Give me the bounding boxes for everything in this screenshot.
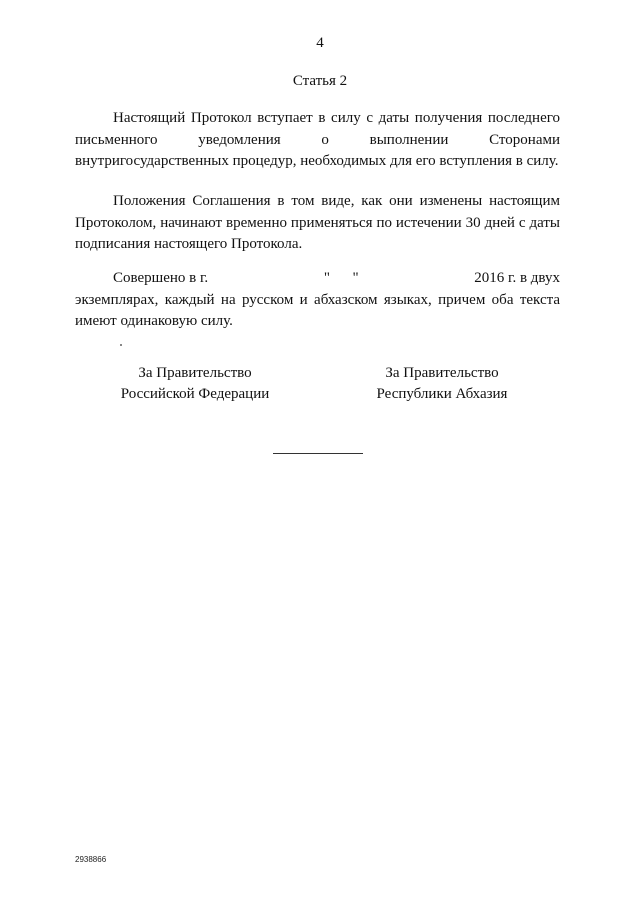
done-in-text: Совершено в г. [113, 270, 209, 286]
date-quotes: " " [323, 270, 359, 286]
document-code: 2938866 [75, 855, 107, 864]
paragraph-entry-into-force: Настоящий Протокол вступает в силу с даты получения последнего письменного уведомления о выполнении Сторонами внутригосударственных процедур, необходимых для его вступления в силу. [75, 110, 560, 169]
signature-left-line1: За Правительство [138, 365, 252, 381]
done-at-rest: экземплярах, каждый на русском и абхазском языках, причем оба текста имеют одинаковую силу. [75, 291, 560, 329]
scan-speck [120, 344, 122, 346]
closing-divider [273, 453, 363, 454]
paragraph-provisional-application: Положения Соглашения в том виде, как они изменены настоящим Протоколом, начинают временно применяться по истечении 30 дней с даты подписания настоящего Протокола. [75, 193, 560, 252]
signature-right-line2: Республики Абхазия [376, 386, 508, 402]
article-title: Статья 2 [292, 73, 348, 89]
paragraph-done-at [75, 268, 560, 333]
done-at-line [75, 268, 560, 290]
year-text: 2016 г. в двух [474, 270, 560, 286]
signature-right-line1: За Правительство [385, 365, 499, 381]
signature-block-abkhazia [327, 363, 557, 405]
signature-block-russia [80, 363, 310, 405]
page-number: 4 [316, 35, 324, 51]
signature-left-line2: Российской Федерации [120, 386, 270, 402]
